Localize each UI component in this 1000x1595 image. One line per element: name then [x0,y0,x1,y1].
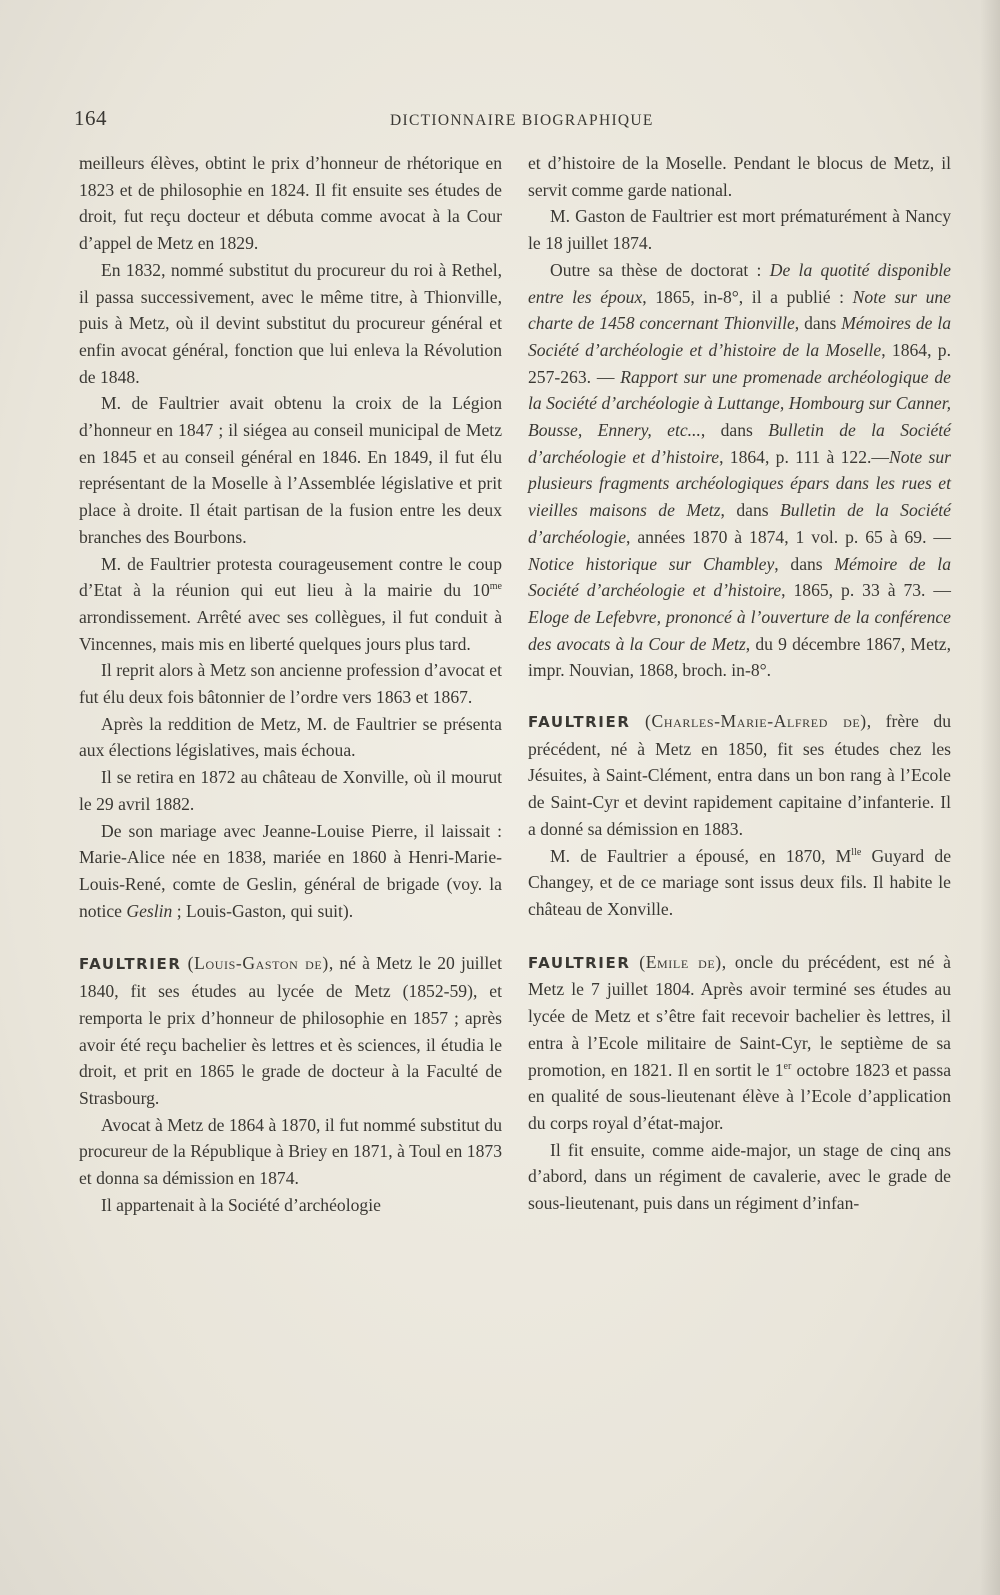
bibliography-paragraph [528,257,951,684]
entry-name: (Charles-Marie-Alfred de) [645,711,867,732]
entry-charles [528,708,951,843]
text-run: , dans [720,500,780,521]
page-number: 164 [74,106,107,130]
text-run: M. de Faultrier a épousé, en 1870, M [550,845,852,866]
text-run: , du 9 décembre 1867, Metz, impr. Nouvian, 1868, broch. in-8°. [528,633,951,681]
italic-run: Bulletin de la Société d’archéologie [528,500,951,547]
text-run: Outre sa thèse de doctorat : [550,259,770,280]
text-run: , 1864, p. 257-263. — [528,339,951,387]
right-column [528,150,951,1217]
paragraph: M. de Faultrier avait obtenu la croix de la Légion d’honneur en 1847 ; il siégea au conseil municipal de Metz en 1845 et au conseil général en 1846. En 1849, il fut élu représentant de la Moselle à l’Assemblée législative et prit place à droite. Il était partisan de la fusion entre les deux branches des Bourbons. [79,393,502,547]
italic-run: Rapport sur une promenade archéologique de la Société d’archéologie à Luttange, Hombourg sur Canner, Bousse, Ennery, etc... [528,366,951,441]
paragraph: Après la reddition de Metz, M. de Faultrier se présenta aux élections législatives, mais échoua. [79,713,502,761]
paragraph [528,843,951,923]
entry-headword: FAULTRIER [528,953,631,972]
entry-text: , oncle du précédent, est né à Metz le 7 juillet 1804. Après avoir terminé ses études au lycée de Metz et s’être fait recevoir bachelier ès lettres, il entra à l’Ecole militaire de Saint-Cyr, le septième de sa promotion, en 1821. Il en sortit le 1 [528,951,951,1080]
text-run: , 1865, in-8°, il a publié : [642,286,853,307]
paragraph: et d’histoire de la Moselle. Pendant le blocus de Metz, il servit comme garde national. [528,153,951,200]
paragraph: Il fit ensuite, comme aide-major, un stage de cinq ans d’abord, dans un régiment de cavalerie, avec le grade de sous-lieutenant, puis dans un régiment d’infan- [528,1139,951,1214]
text-run: De son mariage avec Jeanne-Louise Pierre, il laissait : Marie-Alice née en 1838, mariée en 1860 à Henri-Marie-Louis-René, comte de Geslin, général de brigade (voy. la notice [79,820,502,921]
entry-headword: FAULTRIER [79,955,182,974]
text-run: M. de Faultrier protesta courageusement contre le coup d’Etat à la réunion qui eut lieu à la mairie du 10 [79,553,502,601]
text-run: , 1864, p. 111 à 122.— [719,446,889,467]
superscript: me [489,581,502,593]
italic-run: Note sur plusieurs fragments archéologiques épars dans les rues et vieilles maisons de Metz [528,446,951,521]
superscript: lle [851,846,862,858]
paragraph: Il reprit alors à Metz son ancienne profession d’avocat et fut élu deux fois bâtonnier de l’ordre vers 1863 et 1867. [79,660,502,708]
text-run: , dans [700,420,769,441]
text-run: , dans [794,313,842,334]
entry-text: , frère du précédent, né à Metz en 1850, fit ses études chez les Jésuites, à Saint-Clément, entra dans un bon rang à l’Ecole de Saint-Cyr et devint rapidement capitaine d’infanterie. Il a donné sa démission en 1883. [528,711,951,839]
paragraph [79,551,502,658]
italic-run: De la quotité disponible entre les époux [528,259,951,307]
text-run: octobre 1823 et passa en qualité de sous-lieutenant élève à l’Ecole d’application du corps royal d’état-major. [528,1059,952,1133]
superscript: er [783,1060,792,1072]
paragraph [79,818,502,925]
italic-run: Geslin [126,900,173,921]
paragraph: Il appartenait à la Société d’archéologie [101,1194,381,1215]
page-edge-shadow [980,0,1000,1595]
paragraph: En 1832, nommé substitut du procureur du roi à Rethel, il passa successivement, avec le même titre, à Thionville, puis à Metz, où il devint substitut du procureur général et enfin avocat général, fonction que lui enleva la Révolution de 1848. [79,259,502,387]
entry-headword: FAULTRIER [528,713,631,732]
italic-run: Mémoire de la Société d’archéologie et d’histoire [528,553,951,601]
italic-run: Notice historique sur Chambley [528,553,775,574]
entry-emile [528,949,951,1137]
running-head [74,106,664,136]
paragraph: Avocat à Metz de 1864 à 1870, il fut nommé substitut du procureur de la République à Briey en 1871, à Toul en 1873 et donna sa démission en 1874. [79,1114,502,1189]
entry-louis-gaston [79,950,502,1111]
left-column [79,150,502,1218]
entry-name: (Louis-Gaston de) [187,953,329,974]
text-run: , 1865, p. 33 à 73. — [781,580,951,601]
paragraph: Il se retira en 1872 au château de Xonville, où il mourut le 29 avril 1882. [79,767,502,814]
entry-text: , né à Metz le 20 juillet 1840, fit ses études au lycée de Metz (1852-59), et remporta le prix d’honneur de philosophie en 1857 ; après avoir été reçu bachelier ès lettres et ès sciences, il étudia le droit, et prit en 1865 le grade de docteur à la Faculté de Strasbourg. [79,953,502,1108]
text-run: ; Louis-Gaston, qui suit). [172,900,354,921]
italic-run: Eloge de Lefebvre, prononcé à l’ouverture de la conférence des avocats à la Cour de Metz [528,606,951,654]
text-run: , années 1870 à 1874, 1 vol. p. 65 à 69. — [626,526,951,547]
paragraph: M. Gaston de Faultrier est mort prématurément à Nancy le 18 juillet 1874. [528,206,951,254]
text-run: arrondissement. Arrêté avec ses collègues, il fut conduit à Vincennes, mais mis en liberté quelques jours plus tard. [79,606,502,654]
entry-name: (Emile de) [639,951,722,972]
italic-run: Mémoires de la Société d’archéologie et d’histoire de la Moselle [528,313,952,360]
paragraph: meilleurs élèves, obtint le prix d’honneur de rhétorique en 1823 et de philosophie en 1824. Il fit ensuite ses études de droit, fut reçu docteur et débuta comme avocat à la Cour d’appel de Metz en 1829. [79,153,502,254]
italic-run: Bulletin de la Société d’archéologie et d’histoire [528,420,951,467]
text-run: Guyard de Changey, et de ce mariage sont issus deux fils. Il habite le château de Xonville. [528,845,951,919]
text-run: , dans [774,553,835,574]
italic-run: Note sur une charte de 1458 concernant Thionville [528,286,951,334]
running-title: DICTIONNAIRE BIOGRAPHIQUE [390,112,654,129]
